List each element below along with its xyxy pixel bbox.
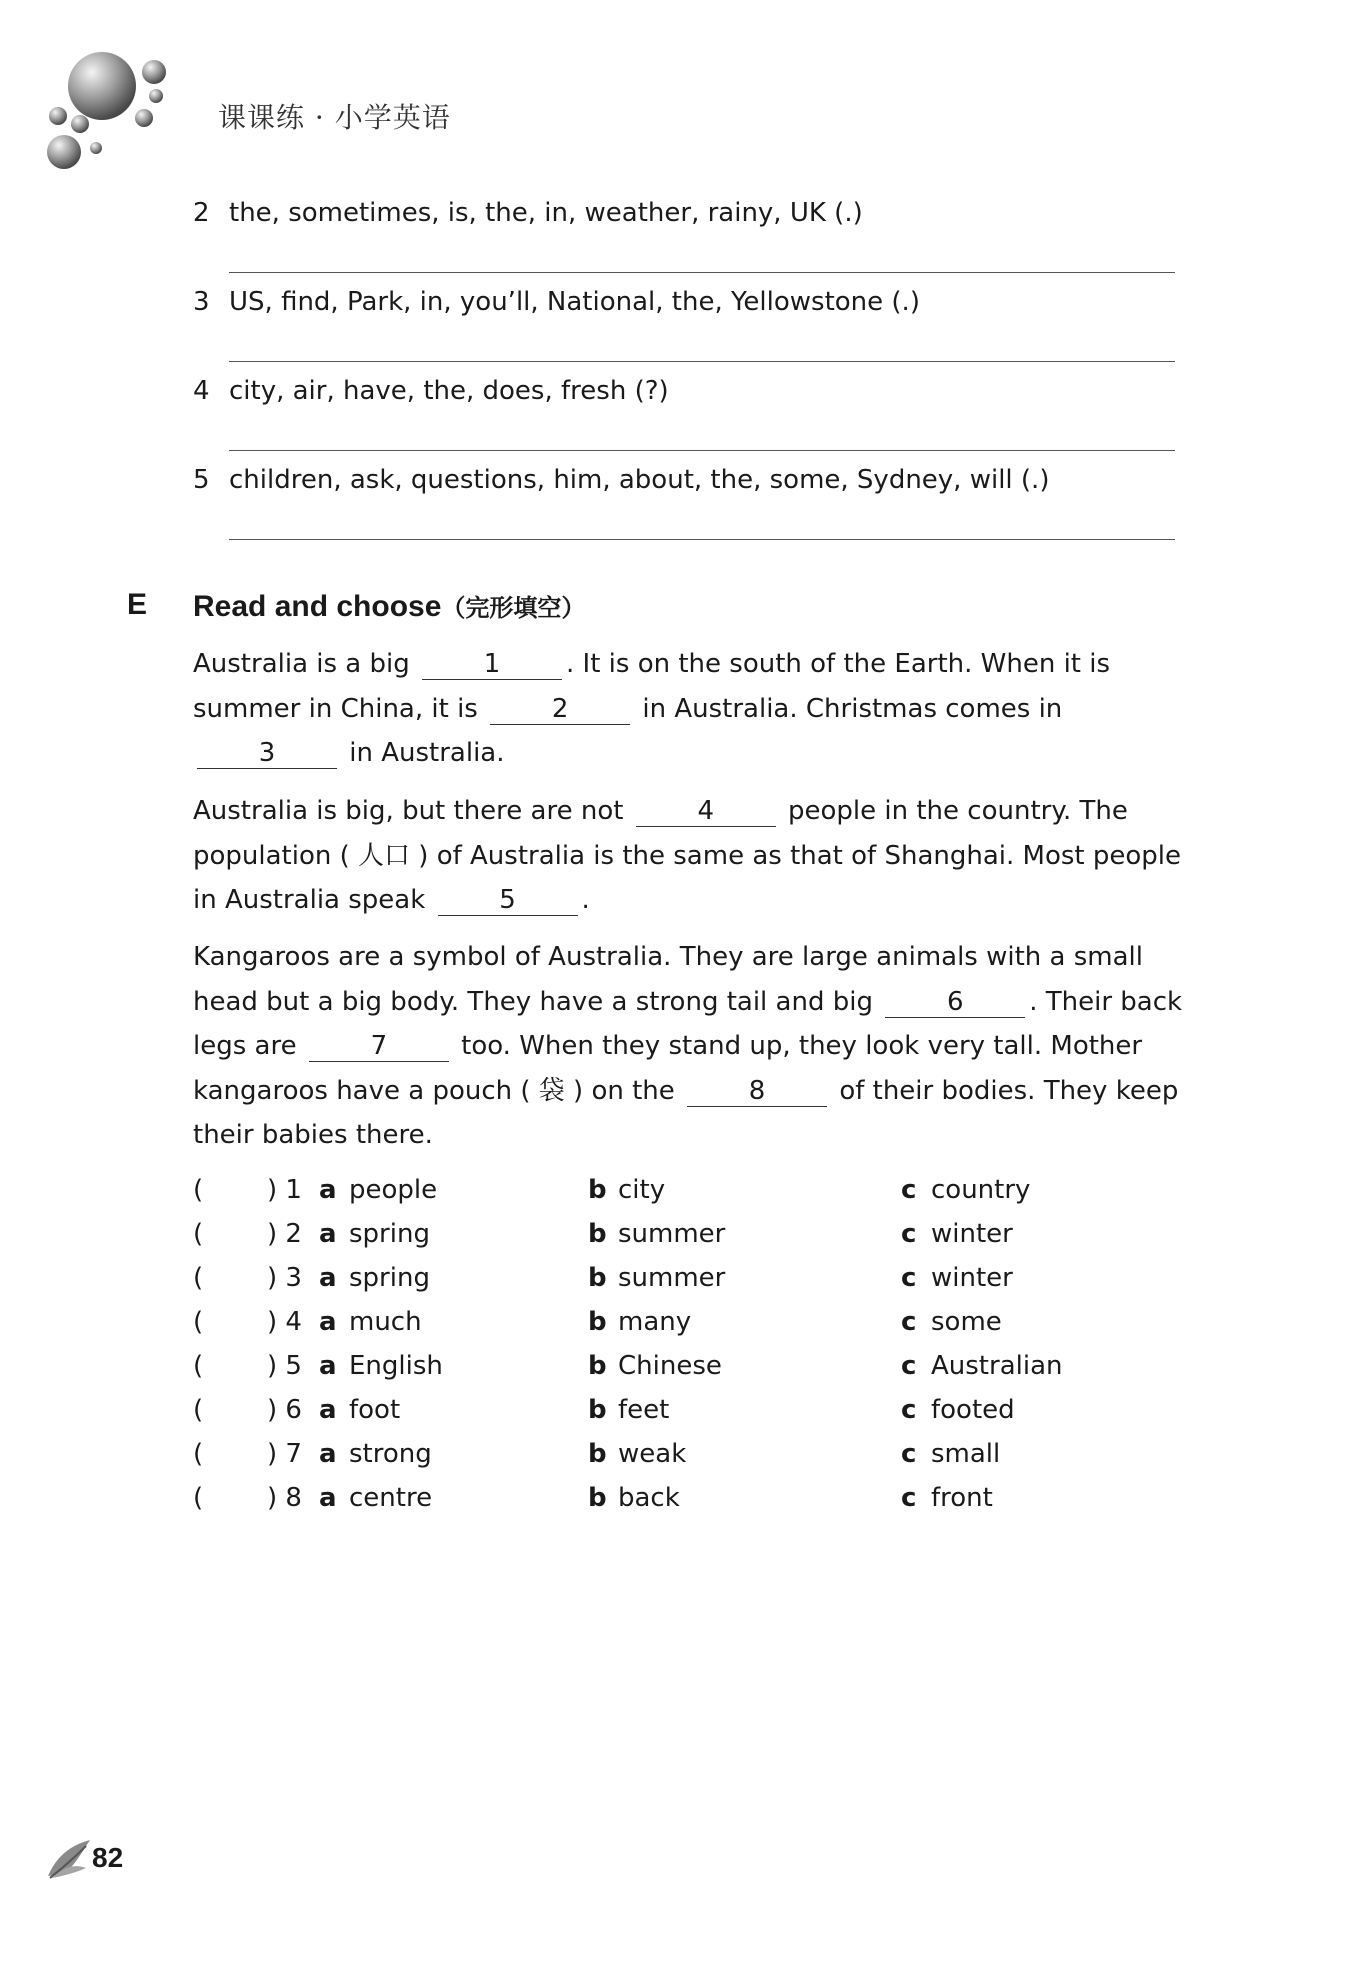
sentence-text: the, sometimes, is, the, in, weather, rainy, UK (.) [229, 198, 863, 228]
option-a[interactable]: foot [349, 1395, 401, 1425]
answer-line[interactable] [229, 450, 1175, 451]
bubbles-decoration-icon [36, 44, 186, 174]
option-c[interactable]: small [931, 1439, 1001, 1469]
passage-text: in Australia. Christmas comes in [642, 693, 1063, 724]
passage-text: too. When they stand up, they look very tall. Mother kangaroos have a pouch ( 袋 ) on the [193, 1031, 1143, 1106]
option-c[interactable]: winter [931, 1263, 1013, 1293]
option-a-label: a [319, 1175, 337, 1205]
answer-line[interactable] [229, 272, 1175, 273]
option-c[interactable]: some [931, 1307, 1002, 1337]
option-a[interactable]: people [349, 1175, 438, 1205]
choice-row [193, 1307, 1093, 1347]
sentence-item [193, 376, 669, 406]
option-b-label: b [588, 1175, 607, 1205]
option-b-label: b [588, 1351, 607, 1381]
option-a[interactable]: centre [349, 1483, 433, 1513]
option-a-label: a [319, 1483, 337, 1513]
section-title [193, 588, 585, 624]
choice-row [193, 1483, 1093, 1523]
option-a-label: a [319, 1307, 337, 1337]
sentence-number: 4 [193, 376, 210, 406]
choice-row [193, 1175, 1093, 1215]
option-b[interactable]: city [618, 1175, 666, 1205]
option-c-label: c [901, 1351, 917, 1381]
question-number: ) 1 [267, 1175, 302, 1205]
answer-bracket[interactable]: ( [193, 1351, 204, 1381]
section-title-text: Read and choose [193, 590, 442, 623]
passage-text: . It is on the south of the Earth. When it is summer in China, it is [193, 649, 1111, 724]
blank-2[interactable]: 2 [490, 694, 630, 725]
option-b-label: b [588, 1219, 607, 1249]
answer-bracket[interactable]: ( [193, 1307, 204, 1337]
choice-row [193, 1263, 1093, 1303]
choice-row [193, 1351, 1093, 1391]
option-a-label: a [319, 1219, 337, 1249]
option-c-label: c [901, 1263, 917, 1293]
passage-paragraph-1 [193, 642, 1183, 776]
option-b[interactable]: summer [618, 1219, 726, 1249]
option-b-label: b [588, 1483, 607, 1513]
passage-text: in Australia. [349, 738, 505, 768]
option-b-label: b [588, 1263, 607, 1293]
option-c[interactable]: front [931, 1483, 993, 1513]
question-number: ) 2 [267, 1219, 302, 1249]
option-b[interactable]: weak [618, 1439, 687, 1469]
blank-8[interactable]: 8 [687, 1076, 827, 1107]
header-title: 课课练 · 小学英语 [218, 101, 451, 134]
option-c[interactable]: winter [931, 1219, 1013, 1249]
sentence-number: 3 [193, 287, 210, 317]
option-b-label: b [588, 1307, 607, 1337]
section-subtitle: （完形填空） [441, 595, 586, 622]
answer-bracket[interactable]: ( [193, 1439, 204, 1469]
blank-7[interactable]: 7 [309, 1031, 449, 1062]
option-a[interactable]: spring [349, 1263, 430, 1293]
option-a-label: a [319, 1395, 337, 1425]
option-b-label: b [588, 1395, 607, 1425]
option-b[interactable]: many [618, 1307, 692, 1337]
option-b[interactable]: back [618, 1483, 680, 1513]
answer-bracket[interactable]: ( [193, 1483, 204, 1513]
blank-6[interactable]: 6 [885, 987, 1025, 1018]
option-a[interactable]: spring [349, 1219, 430, 1249]
option-c-label: c [901, 1175, 917, 1205]
blank-5[interactable]: 5 [438, 885, 578, 916]
sentence-text: city, air, have, the, does, fresh (?) [229, 376, 669, 406]
choice-row [193, 1395, 1093, 1435]
answer-bracket[interactable]: ( [193, 1175, 204, 1205]
question-number: ) 8 [267, 1483, 302, 1513]
sentence-item [193, 198, 863, 228]
passage-text: . Their back legs are [193, 986, 1183, 1061]
option-c[interactable]: footed [931, 1395, 1015, 1425]
passage-text: of their bodies. They keep their babies there. [193, 1075, 1179, 1150]
choice-row [193, 1439, 1093, 1479]
passage-paragraph-2 [193, 789, 1183, 923]
option-c-label: c [901, 1219, 917, 1249]
sentence-number: 2 [193, 198, 210, 228]
sentence-text: US, find, Park, in, you’ll, National, the, Yellowstone (.) [229, 287, 920, 317]
answer-bracket[interactable]: ( [193, 1219, 204, 1249]
option-a[interactable]: much [349, 1307, 422, 1337]
option-c-label: c [901, 1395, 917, 1425]
question-number: ) 5 [267, 1351, 302, 1381]
sentence-number: 5 [193, 465, 210, 495]
answer-bracket[interactable]: ( [193, 1395, 204, 1425]
option-b[interactable]: summer [618, 1263, 726, 1293]
passage-text: Kangaroos are a symbol of Australia. They are large animals with a small head but a big body. They have a strong tail and big [193, 942, 1143, 1017]
option-a-label: a [319, 1351, 337, 1381]
question-number: ) 6 [267, 1395, 302, 1425]
question-number: ) 3 [267, 1263, 302, 1293]
question-number: ) 7 [267, 1439, 302, 1469]
page-number: 82 [92, 1842, 124, 1873]
option-c-label: c [901, 1307, 917, 1337]
answer-line[interactable] [229, 539, 1175, 540]
passage-text: Australia is a big [193, 649, 410, 679]
passage-text: Australia is big, but there are not [193, 796, 624, 826]
passage-paragraph-3 [193, 935, 1183, 1158]
sentence-item [193, 465, 1049, 495]
passage-text: . [581, 885, 590, 915]
blank-3[interactable]: 3 [197, 738, 337, 769]
option-a[interactable]: strong [349, 1439, 432, 1469]
option-c-label: c [901, 1483, 917, 1513]
question-number: ) 4 [267, 1307, 302, 1337]
option-b-label: b [588, 1439, 607, 1469]
option-c-label: c [901, 1439, 917, 1469]
option-c[interactable]: country [931, 1175, 1031, 1205]
sentence-item [193, 287, 920, 317]
choice-row [193, 1219, 1093, 1259]
answer-bracket[interactable]: ( [193, 1263, 204, 1293]
option-b[interactable]: feet [618, 1395, 670, 1425]
option-a-label: a [319, 1263, 337, 1293]
section-letter: E [127, 588, 148, 621]
blank-1[interactable]: 1 [422, 649, 562, 680]
option-a[interactable]: English [349, 1351, 443, 1381]
sentence-text: children, ask, questions, him, about, the, some, Sydney, will (.) [229, 465, 1050, 495]
option-a-label: a [319, 1439, 337, 1469]
option-c[interactable]: Australian [931, 1351, 1063, 1381]
blank-4[interactable]: 4 [636, 796, 776, 827]
answer-line[interactable] [229, 361, 1175, 362]
passage-text: people in the country. The population ( 人口 ) of Australia is the same as that of Shanghai. Most people in Australia speak [193, 796, 1182, 915]
leaf-icon [46, 1838, 92, 1880]
option-b[interactable]: Chinese [618, 1351, 722, 1381]
